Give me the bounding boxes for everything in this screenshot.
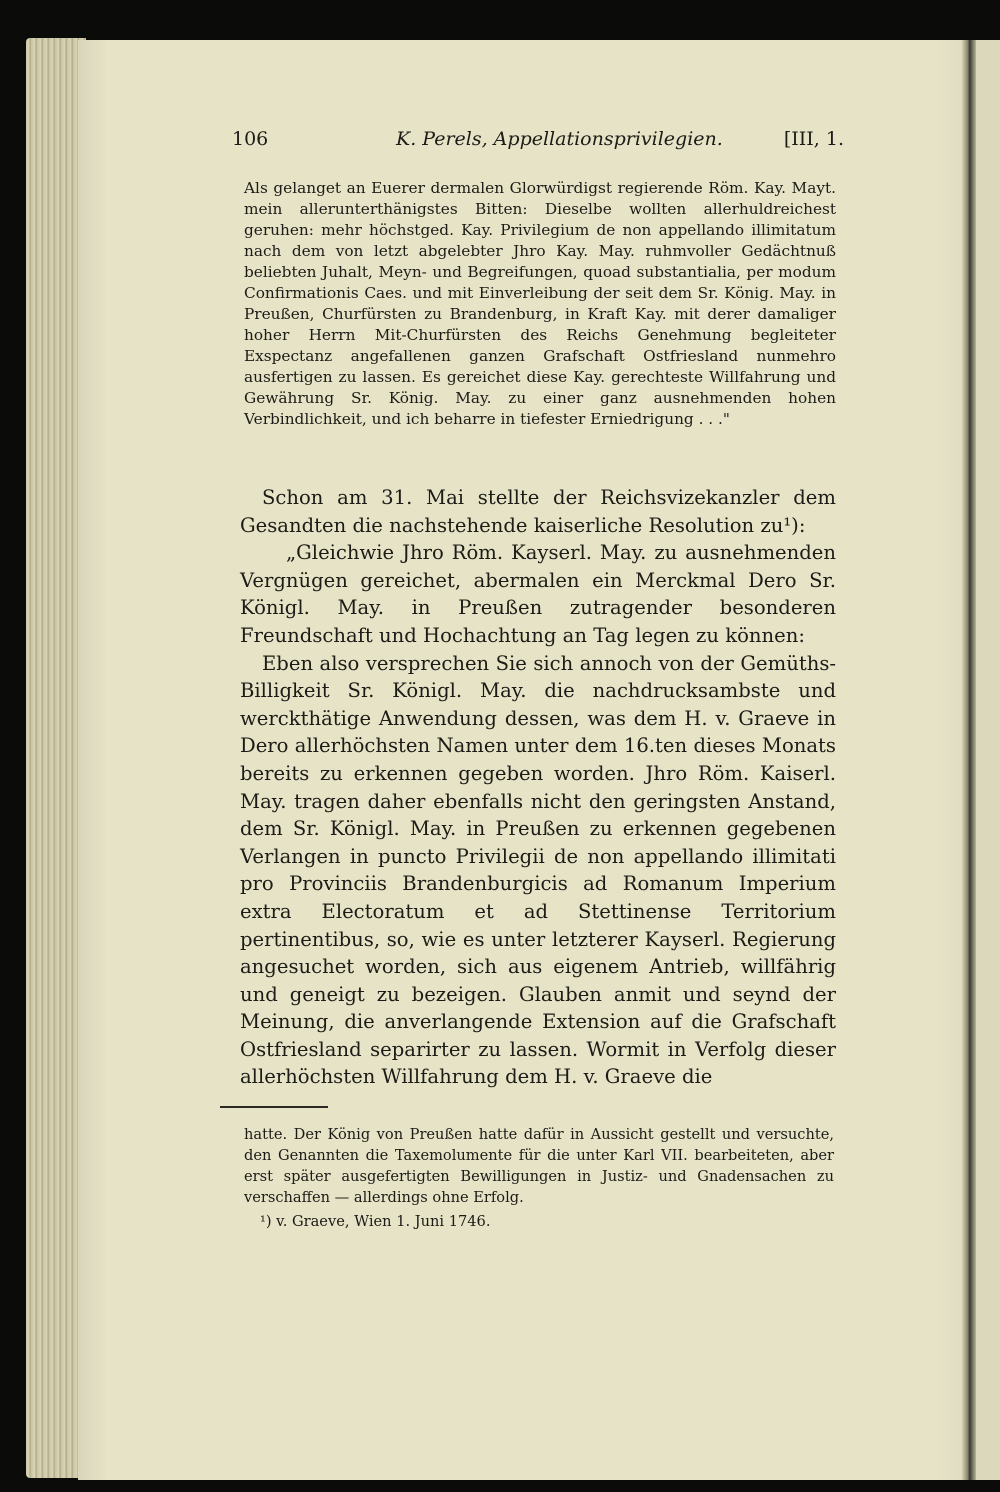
block-quote: Als gelanget an Euerer dermalen Glorwürdigst regierende Röm. Kay. Mayt. mein allerunterthänigstes Bitten: Dieselbe wollten allerhuldreichest geruhen: mehr höchstged. Kay. Privilegium de non appellando illimitatum nach dem von letzt abgelebter Jhro Kay. May. ruhmvoller Gedächtnuß beliebten Juhalt, Meyn- und Begreifungen, quoad substantialia, per modum Confirmationis Caes. und mit Einverleibung der seit dem Sr. König. May. in Preußen, Churfürsten zu Brandenburg, in Kraft Kay. mit derer damaliger hoher Herrn Mit-Churfürsten des Reichs Genehmung begleiteter Exspectanz angefallenen ganzen Grafschaft Ostfriesland nunmehro ausfertigen zu lassen. Es gereichet diese Kay. gerechteste Willfahrung und Gewährung Sr. König. May. zu einer ganz ausnehmenden hohen Verbindlichkeit, und ich beharre in tiefester Erniedrigung . . ." bbox=[244, 179, 836, 428]
paragraph-resolution-body: Eben also versprechen Sie sich annoch von der Gemüths-Billigkeit Sr. Königl. May. die nachdrucksambste und werckthätige Anwendung dessen, was dem H. v. Graeve in Dero allerhöchsten Namen unter dem 16.ten dieses Monats bereits zu erkennen gegeben worden. Jhro Röm. Kaiserl. May. tragen daher ebenfalls nicht den geringsten Anstand, dem Sr. Königl. May. in Preußen zu erkennen gegebenen Verlangen in puncto Privilegii de non appellando illimitati pro Provinciis Brandenburgicis ad Romanum Imperium extra Electoratum et ad Stettinense Territorium pertinentibus, so, wie es unter letzterer Kayserl. Regierung angesuchet worden, sich aus eigenem Antrieb, willfährig und geneigt zu bezeigen. Glauben anmit und seynd der Meinung, die anverlangende Extension auf die Grafschaft Ostfriesland separirter zu lassen. Wormit in Verfolg dieser allerhöchsten Willfahrung dem H. v. Graeve die bbox=[240, 651, 836, 1089]
running-title: K. Perels, Appellationsprivilegien. bbox=[396, 128, 723, 150]
footnote-divider bbox=[220, 1106, 328, 1108]
footnote-1: ¹) v. Graeve, Wien 1. Juni 1746. bbox=[260, 1213, 491, 1230]
section-marker: [III, 1. bbox=[783, 128, 844, 150]
facing-page-edge bbox=[976, 40, 1000, 1480]
page-number: 106 bbox=[232, 128, 269, 150]
footnotes bbox=[244, 1124, 834, 1232]
book-gutter bbox=[962, 40, 976, 1480]
footnote-continued: hatte. Der König von Preußen hatte dafür in Aussicht gestellt und versuchte, den Genannten die Taxemolumente für die unter Karl VII. bearbeiteten, aber erst später ausgefertigten Bewilligungen in Justiz- und Gnadensachen zu verschaffen — allerdings ohne Erfolg. bbox=[244, 1126, 834, 1206]
paragraph-resolution-intro: Schon am 31. Mai stellte der Reichsvizekanzler dem Gesandten die nachstehende kaiserliche Resolution zu¹): bbox=[240, 486, 836, 537]
running-header bbox=[232, 128, 844, 156]
main-text bbox=[240, 484, 836, 1091]
paragraph-resolution-opening: „Gleichwie Jhro Röm. Kayserl. May. zu ausnehmenden Vergnügen gereichet, abermalen ein Merckmal Dero Sr. Königl. May. in Preußen zutragender besonderen Freundschaft und Hochachtung an Tag legen zu können: bbox=[240, 541, 836, 647]
page-stack-edges bbox=[26, 38, 86, 1478]
